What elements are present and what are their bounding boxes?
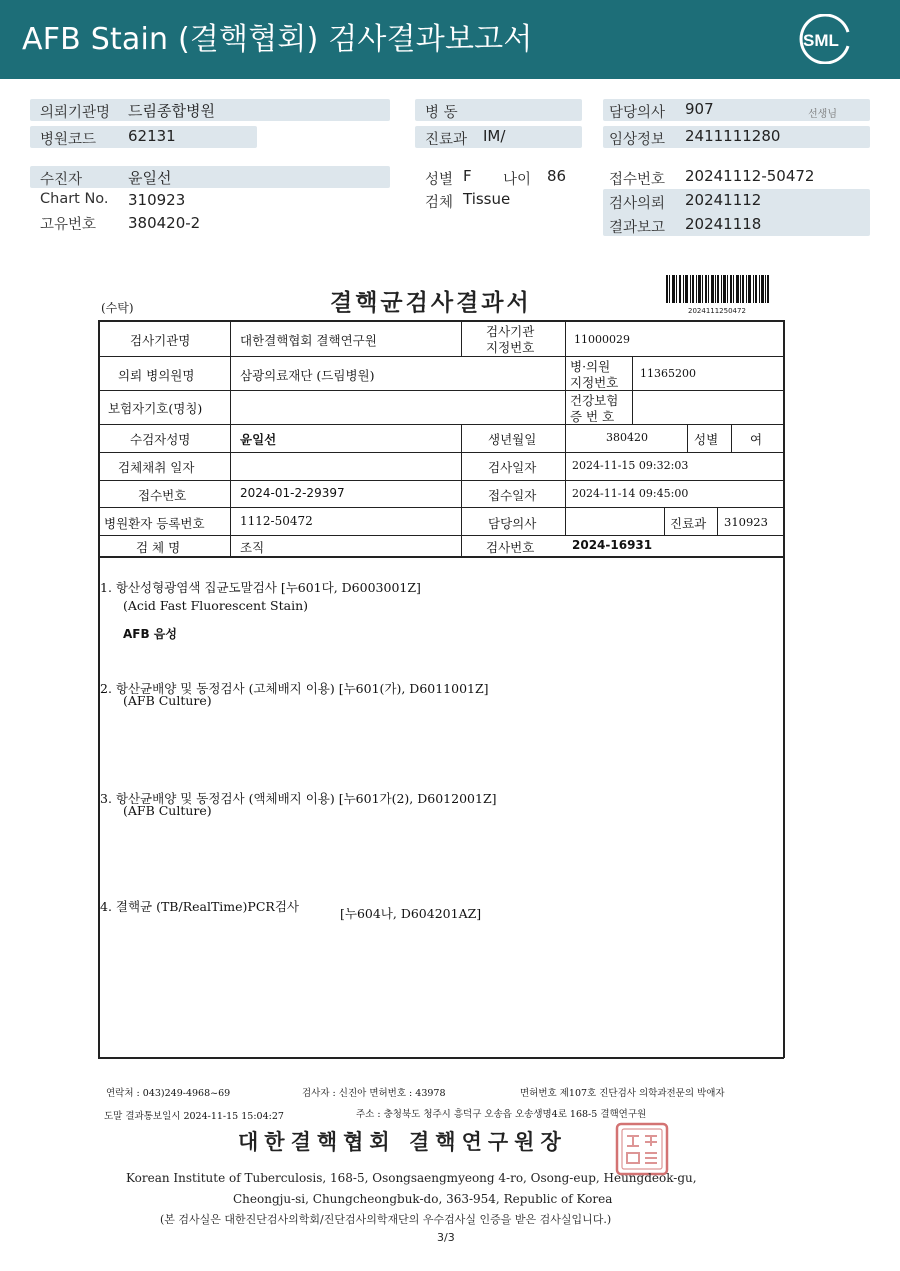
report-note: (수탁) [101, 301, 134, 315]
specimen-label: 검체 [425, 195, 454, 211]
sml-logo-icon [798, 14, 854, 64]
dob-label: 생년월일 [488, 432, 537, 447]
page-number: 3/3 [437, 1231, 455, 1244]
footer-certification: (본 검사실은 대한진단검사의학회/진단검사의학재단의 우수검사실 인증을 받은 검사실입니다.) [160, 1213, 612, 1226]
age-value: 86 [547, 167, 567, 185]
test-item-1-sub: (Acid Fast Fluorescent Stain) [123, 598, 309, 613]
request-value: 20241112 [685, 191, 762, 209]
lab-value: 대한결핵협회 결핵연구원 [240, 333, 377, 348]
test-item-1-result: AFB 음성 [123, 627, 177, 641]
report-title: AFB Stain (결핵협회) 검사결과보고서 [22, 22, 533, 57]
test-item-4-code: [누604나, D604201AZ] [340, 906, 482, 921]
chart-label: Chart No. [40, 191, 109, 207]
reg-label: 접수번호 [138, 488, 187, 503]
footer-contact: 연락처 : 043)249-4968~69 [106, 1088, 231, 1099]
test-date-value: 2024-11-15 09:32:03 [572, 459, 689, 472]
patient-label: 수진자 [40, 172, 83, 188]
unique-label: 고유번호 [40, 217, 97, 233]
footer-english-address-1: Korean Institute of Tuberculosis, 168-5, Osongsaengmyeong 4-ro, Osong-eup, Heungdeok-gu, [126, 1171, 697, 1185]
footer-report-time: 도말 결과통보일시 2024-11-15 15:04:27 [104, 1111, 284, 1122]
table-dept-label: 진료과 [670, 516, 707, 531]
sex-value: F [463, 167, 472, 185]
receipt-value: 20241112-50472 [685, 167, 815, 185]
lab-id-value: 11000029 [574, 333, 630, 346]
test-item-1-title: 1. 항산성형광염색 집균도말검사 [누601다, D6003001Z] [100, 580, 421, 595]
name-value: 윤일선 [240, 432, 277, 447]
doctor-suffix: 선생님 [808, 109, 837, 120]
clinical-label: 임상정보 [609, 132, 666, 148]
logo-text: SML [803, 31, 839, 50]
unique-value: 380420-2 [128, 214, 201, 232]
lab-label: 검사기관명 [130, 333, 191, 348]
report-value: 20241118 [685, 215, 762, 233]
header-bar [0, 0, 900, 79]
footer-license: 면허번호 제107호 진단검사 의학과전문의 박애자 [520, 1088, 725, 1099]
barcode-icon [665, 274, 770, 310]
reg-value: 2024-01-2-29397 [240, 486, 345, 500]
dept-label: 진료과 [425, 132, 468, 148]
recv-value: 2024-11-14 09:45:00 [572, 487, 689, 500]
name-label: 수검자성명 [130, 432, 191, 447]
test-no-value: 2024-16931 [572, 538, 653, 552]
table-doctor-label: 담당의사 [488, 516, 537, 531]
hospital-id-label-2: 지정번호 [570, 375, 619, 390]
specimen-value: Tissue [463, 190, 511, 208]
footer-english-address-2: Cheongju-si, Chungcheongbuk-do, 363-954, Republic of Korea [233, 1192, 613, 1206]
footer-address: 주소 : 충청북도 청주시 흥덕구 오송읍 오송생명4로 168-5 결핵연구원 [356, 1109, 647, 1120]
chart-value: 310923 [128, 191, 186, 209]
test-item-2-title: 2. 항산균배양 및 동정검사 (고체배지 이용) [누601(가), D6011001Z] [100, 681, 489, 696]
footer-organization: 대한결핵협회 결핵연구원장 [238, 1129, 567, 1154]
official-seal-icon [615, 1122, 669, 1176]
doctor-label: 담당의사 [609, 105, 666, 121]
test-item-3-title: 3. 항산균배양 및 동정검사 (액체배지 이용) [누601가(2), D6012001Z] [100, 791, 497, 806]
test-no-label: 검사번호 [486, 540, 535, 555]
ward-label: 병 동 [425, 105, 458, 121]
clinical-value: 2411111280 [685, 127, 781, 145]
hospital-code-value: 62131 [128, 127, 176, 145]
insurer-label: 보험자기호(명칭) [108, 401, 203, 416]
hospital-id-value: 11365200 [640, 367, 696, 380]
recv-label: 접수일자 [488, 488, 537, 503]
test-date-label: 검사일자 [488, 460, 537, 475]
hospital-label: 의뢰 병의원명 [118, 368, 195, 383]
specimen-table-value: 조직 [240, 540, 265, 555]
health-label-1: 건강보험 [570, 393, 619, 408]
footer-examiner: 검사자 : 신진아 면허번호 : 43978 [302, 1088, 446, 1099]
doctor-value: 907 [685, 100, 714, 118]
sex-table-value: 여 [750, 432, 763, 447]
health-label-2: 증 번 호 [570, 409, 615, 424]
report-document-title: 결핵균검사결과서 [330, 289, 532, 316]
dept-value: IM/ [483, 127, 506, 145]
specimen-table-label: 검 체 명 [136, 540, 181, 555]
collect-label: 검체채취 일자 [118, 460, 195, 475]
label-bar [30, 166, 390, 188]
institution-label: 의뢰기관명 [40, 105, 111, 121]
request-label: 검사의뢰 [609, 196, 666, 212]
receipt-label: 접수번호 [609, 172, 666, 188]
age-label: 나이 [503, 172, 532, 188]
lab-id-label-1: 검사기관 [486, 324, 535, 339]
patient-no-label: 병원환자 등록번호 [104, 516, 205, 531]
patient-value: 윤일선 [128, 169, 172, 187]
sex-label: 성별 [425, 172, 454, 188]
test-item-2-sub: (AFB Culture) [123, 693, 212, 708]
hospital-value: 삼광의료재단 (드림병원) [240, 368, 375, 383]
lab-id-label-2: 지정번호 [486, 340, 535, 355]
barcode-number: 2024111250472 [688, 307, 746, 315]
test-item-3-sub: (AFB Culture) [123, 803, 212, 818]
hospital-id-label-1: 병·의원 [570, 359, 611, 374]
table-dept-value: 310923 [724, 515, 768, 529]
patient-no-value: 1112-50472 [240, 514, 313, 528]
report-label: 결과보고 [609, 220, 666, 236]
dob-value: 380420 [606, 431, 648, 444]
sex-table-label: 성별 [694, 432, 719, 447]
institution-value: 드림종합병원 [128, 102, 215, 120]
test-item-4-title: 4. 결핵균 (TB/RealTime)PCR검사 [100, 899, 299, 914]
hospital-code-label: 병원코드 [40, 132, 97, 148]
